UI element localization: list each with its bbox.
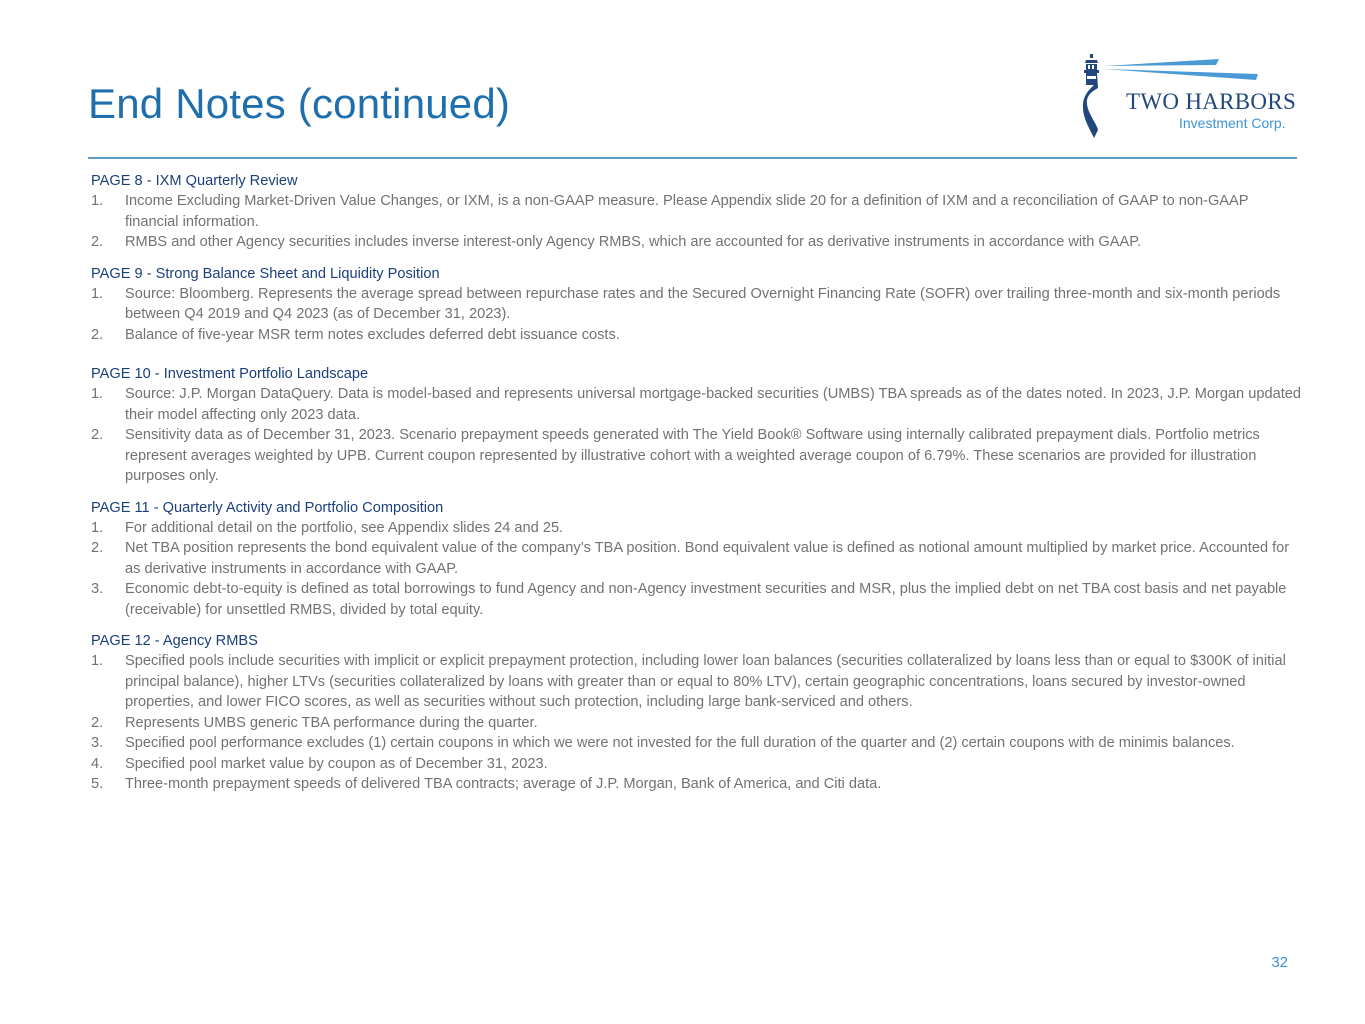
item-text: Sensitivity data as of December 31, 2023. Scenario prepayment speeds generated with The Yield Book® Software using internally calibrated prepayment dials. Portfolio metrics represent averages weighted by UPB. Current coupon represented by illustrative cohort with a weighted average coupon of 6.79%. These scenarios are provided for illustration purposes only. xyxy=(125,427,1260,484)
item-text: RMBS and other Agency securities includes inverse interest-only Agency RMBS, which are accounted for as derivative instruments in accordance with GAAP. xyxy=(125,234,1142,250)
section-heading: PAGE 8 - IXM Quarterly Review xyxy=(91,173,298,189)
item-text: Income Excluding Market-Driven Value Changes, or IXM, is a non-GAAP measure. Please Appendix slide 20 for a definition of IXM and a reconciliation of GAAP to non-GAAP financial information. xyxy=(125,193,1249,230)
section-heading: PAGE 12 - Agency RMBS xyxy=(91,633,258,649)
list-item xyxy=(91,518,1301,539)
section-heading: PAGE 10 - Investment Portfolio Landscape xyxy=(91,366,369,382)
item-number: 2. xyxy=(91,326,104,343)
list-item xyxy=(91,579,1301,620)
item-number: 3. xyxy=(91,581,104,597)
item-text: Specified pool performance excludes (1) certain coupons in which we were not invested for the full duration of the quarter and (2) certain coupons with de minimis balances. xyxy=(125,735,1235,751)
section-page-11 xyxy=(91,499,1301,621)
item-text: Specified pool market value by coupon as of December 31, 2023. xyxy=(125,755,548,772)
item-text: Net TBA position represents the bond equivalent value of the company’s TBA position. Bond equivalent value is defined as notional amount multiplied by market price. Accounted for as derivative instruments in accordance with GAAP. xyxy=(125,540,1290,577)
item-number: 1. xyxy=(91,386,104,402)
item-number: 1. xyxy=(91,519,104,536)
item-text: Specified pools include securities with implicit or explicit prepayment protection, including lower loan balances (securities collateralized by loans less than or equal to $300K of initial principal balance), higher LTVs (securities collateralized by loans with greater than or equal to 80% LTV), certain geographic concentrations, loans secured by investor-owned properties, and lower FICO scores, as well as securities without such protection, including large bank-serviced and others. xyxy=(125,653,1286,710)
section-page-10 xyxy=(91,365,1301,487)
section-heading: PAGE 11 - Quarterly Activity and Portfolio Composition xyxy=(91,499,444,516)
item-text: Balance of five-year MSR term notes excludes deferred debt issuance costs. xyxy=(125,326,620,343)
item-number: 2. xyxy=(91,427,104,443)
section-page-8 xyxy=(91,172,1301,253)
end-notes-body xyxy=(91,172,1301,807)
list-item xyxy=(91,384,1301,425)
section-page-12 xyxy=(91,632,1301,795)
list-item xyxy=(91,191,1301,232)
item-text: Source: J.P. Morgan DataQuery. Data is model-based and represents universal mortgage-backed securities (UMBS) TBA spreads as of the dates noted. In 2023, J.P. Morgan updated their model affecting only 2023 data. xyxy=(125,386,1301,423)
item-text: Economic debt-to-equity is defined as total borrowings to fund Agency and non-Agency investment securities and MSR, plus the implied debt on net TBA cost basis and net payable (receivable) for unsettled RMBS, divided by total equity. xyxy=(125,581,1287,618)
list-item xyxy=(91,733,1301,754)
list-item xyxy=(91,325,1301,346)
section-heading: PAGE 9 - Strong Balance Sheet and Liquidity Position xyxy=(91,265,440,282)
list-item xyxy=(91,774,1301,795)
item-number: 2. xyxy=(91,714,104,731)
item-number: 2. xyxy=(91,540,104,556)
list-item xyxy=(91,232,1301,253)
list-item xyxy=(91,284,1301,325)
item-number: 1. xyxy=(91,285,104,302)
item-number: 1. xyxy=(91,193,104,209)
item-number: 3. xyxy=(91,735,104,751)
logo-company-name: TWO HARBORS xyxy=(1126,89,1297,114)
section-page-9 xyxy=(91,265,1301,346)
list-item xyxy=(91,713,1301,734)
title-divider xyxy=(88,157,1297,159)
logo-company-subtitle: Investment Corp. xyxy=(1179,115,1286,131)
item-number: 2. xyxy=(91,234,104,250)
item-text: Three-month prepayment speeds of delivered TBA contracts; average of J.P. Morgan, Bank of America, and Citi data. xyxy=(125,776,882,792)
list-item xyxy=(91,538,1301,579)
item-number: 4. xyxy=(91,755,104,772)
item-text: Source: Bloomberg. Represents the average spread between repurchase rates and the Secured Overnight Financing Rate (SOFR) over trailing three-month and six-month periods between Q4 2019 and Q4 2023 (as of December 31, 2023). xyxy=(125,285,1281,322)
list-item xyxy=(91,651,1301,713)
page-title: End Notes (continued) xyxy=(88,80,511,127)
page-number: 32 xyxy=(1271,954,1288,971)
item-text: For additional detail on the portfolio, see Appendix slides 24 and 25. xyxy=(125,519,564,536)
item-number: 5. xyxy=(91,776,104,792)
list-item xyxy=(91,754,1301,775)
item-text: Represents UMBS generic TBA performance during the quarter. xyxy=(125,714,538,731)
item-number: 1. xyxy=(91,653,104,669)
list-item xyxy=(91,425,1301,487)
